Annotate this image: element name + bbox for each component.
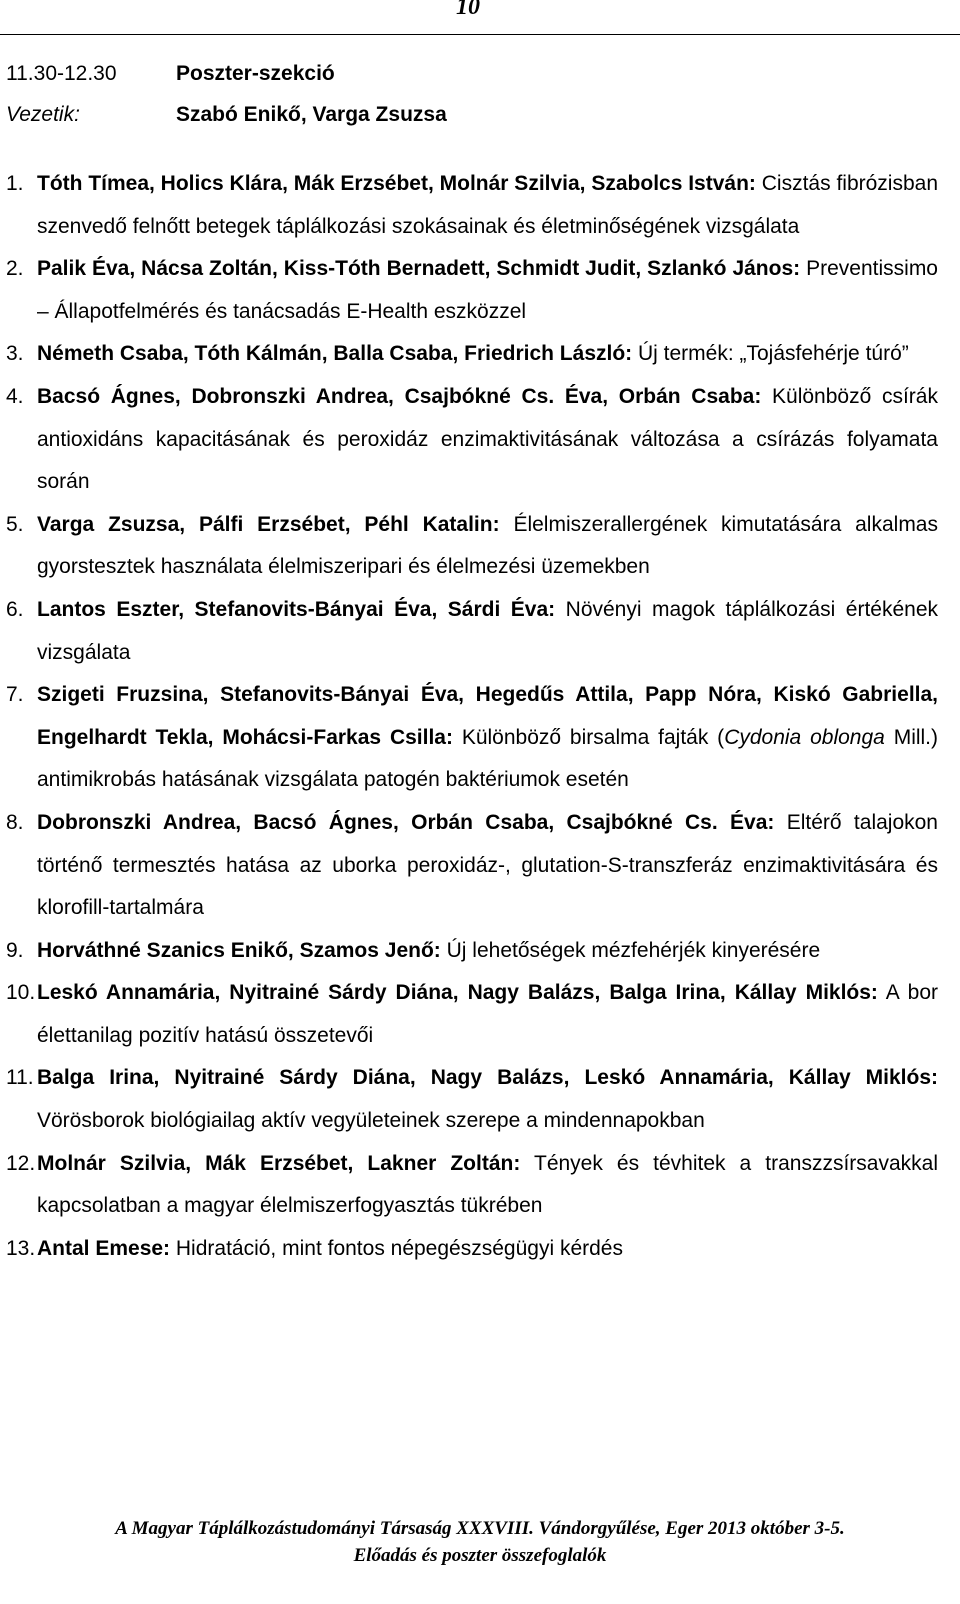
- footer-subtitle: Előadás és poszter összefoglalók: [353, 1545, 607, 1566]
- item-number: 7.: [6, 683, 24, 707]
- item-title: Preventissimo – Állapotfelmérés és tanácsadás E-Health eszközzel: [37, 257, 938, 323]
- poster-item: [0, 248, 960, 333]
- chairs-label: Vezetik:: [6, 103, 80, 126]
- item-title: Új termék: „Tojásfehérje túró”: [638, 342, 909, 366]
- item-title: Növényi magok táplálkozási értékének vizsgálata: [37, 597, 938, 664]
- item-authors: Horváthné Szanics Enikő, Szamos Jenő:: [37, 938, 441, 962]
- item-title: Élelmiszerallergének kimutatására alkalmas gyorstesztek használata élelmiszeripari és élelmezési üzemekben: [37, 512, 938, 579]
- header-rule: [0, 34, 960, 35]
- item-title-after: Mill.) antimikrobás hatásának vizsgálata patogén baktériumok esetén: [37, 725, 939, 792]
- item-title: Tények és tévhitek a transzzsírsavakkal kapcsolatban a magyar élelmiszerfogyasztás tükrében: [37, 1151, 938, 1218]
- item-authors: Molnár Szilvia, Mák Erzsébet, Lakner Zoltán:: [37, 1151, 521, 1175]
- poster-item: [0, 972, 960, 1057]
- item-authors: Lantos Eszter, Stefanovits-Bányai Éva, Sárdi Éva:: [37, 597, 556, 621]
- item-number: 11.: [6, 1066, 34, 1090]
- item-title: Új lehetőségek mézfehérjék kinyerésére: [446, 938, 821, 962]
- poster-item: [0, 930, 960, 973]
- item-number: 4.: [6, 384, 24, 408]
- item-authors: Németh Csaba, Tóth Kálmán, Balla Csaba, Friedrich László:: [37, 342, 633, 366]
- chairs-names: Szabó Enikő, Varga Zsuzsa: [176, 103, 447, 126]
- item-number: 6.: [6, 597, 24, 621]
- item-number: 13.: [6, 1236, 36, 1260]
- item-authors: Dobronszki Andrea, Bacsó Ágnes, Orbán Csaba, Csajbókné Cs. Éva:: [37, 810, 775, 834]
- item-authors: Szigeti Fruzsina, Stefanovits-Bányai Éva, Hegedűs Attila, Papp Nóra, Kiskó Gabriella, Engelhardt Tekla, Mohácsi-Farkas Csilla:: [37, 683, 938, 749]
- poster-item: [0, 163, 960, 248]
- item-number: 5.: [6, 512, 24, 536]
- item-number: 12.: [6, 1151, 36, 1175]
- item-title: Különböző csírák antioxidáns kapacitásának és peroxidáz enzimaktivitásának változása a csírázás folyamata során: [37, 384, 938, 494]
- session-time: 11.30-12.30: [6, 62, 117, 85]
- page-footer: [0, 1515, 960, 1569]
- item-title: Hidratáció, mint fontos népegészségügyi kérdés: [175, 1236, 623, 1260]
- item-title: Eltérő talajokon történő termesztés hatása az uborka peroxidáz-, glutation-S-transzferáz enzimaktivitására és klorofill-tartalmára: [37, 810, 938, 920]
- poster-item: [0, 1228, 960, 1271]
- item-authors: Bacsó Ágnes, Dobronszki Andrea, Csajbókné Cs. Éva, Orbán Csaba:: [37, 384, 762, 408]
- item-authors: Palik Éva, Nácsa Zoltán, Kiss-Tóth Bernadett, Schmidt Judit, Szlankó János:: [37, 257, 801, 281]
- poster-item: [0, 589, 960, 674]
- poster-item: [0, 376, 960, 504]
- poster-item: [0, 674, 960, 802]
- item-authors: Leskó Annamária, Nyitrainé Sárdy Diána, Nagy Balázs, Balga Irina, Kállay Miklós:: [37, 981, 878, 1005]
- item-title-before: Különböző birsalma fajták (: [461, 725, 725, 749]
- item-authors: Varga Zsuzsa, Pálfi Erzsébet, Péhl Katalin:: [37, 512, 500, 536]
- item-title-latin: Cydonia oblonga: [724, 725, 885, 749]
- item-number: 10.: [6, 981, 36, 1005]
- item-authors: Balga Irina, Nyitrainé Sárdy Diána, Nagy Balázs, Leskó Annamária, Kállay Miklós:: [37, 1066, 938, 1090]
- item-number: 9.: [6, 938, 24, 962]
- poster-item: [0, 802, 960, 930]
- poster-item: [0, 504, 960, 589]
- poster-list: [0, 163, 960, 1270]
- item-title: A bor élettanilag pozitív hatású összetevői: [37, 981, 938, 1047]
- item-number: 3.: [6, 342, 24, 366]
- poster-item: [0, 1057, 960, 1142]
- item-title: Cisztás fibrózisban szenvedő felnőtt betegek táplálkozási szokásainak és életminőségének vizsgálata: [37, 172, 939, 238]
- item-title: Vörösborok biológiailag aktív vegyületeinek szerepe a mindennapokban: [37, 1109, 705, 1133]
- page-number: 10: [456, 0, 480, 20]
- item-authors: Antal Emese:: [37, 1236, 171, 1260]
- footer-conference: A Magyar Táplálkozástudományi Társaság XXXVIII. Vándorgyűlése, Eger 2013 október 3-5.: [115, 1518, 845, 1539]
- item-number: 8.: [6, 810, 24, 834]
- item-authors: Tóth Tímea, Holics Klára, Mák Erzsébet, Molnár Szilvia, Szabolcs István:: [37, 172, 756, 195]
- poster-item: [0, 1143, 960, 1228]
- item-number: 2.: [6, 257, 24, 281]
- poster-item: [0, 333, 960, 376]
- session-title: Poszter-szekció: [176, 62, 335, 85]
- item-number: 1.: [6, 172, 24, 195]
